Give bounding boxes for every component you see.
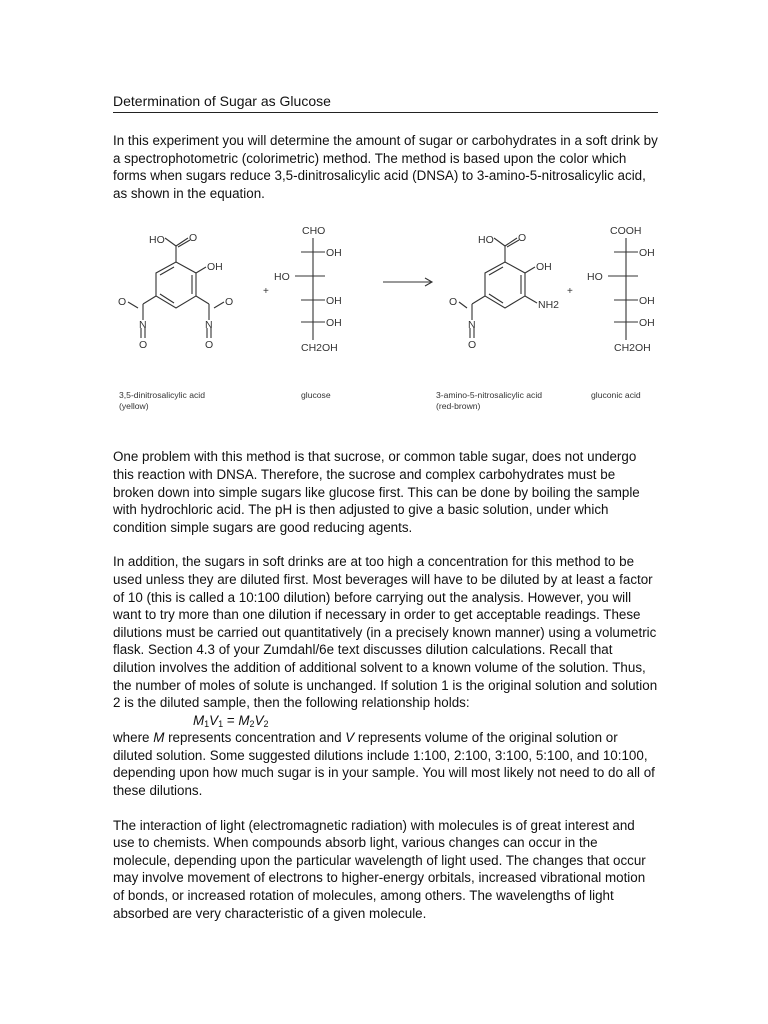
p4-a: where — [113, 730, 154, 746]
gluconic-name-label: gluconic acid — [591, 390, 641, 401]
amino-name-label — [436, 390, 542, 412]
p4-m: M — [153, 730, 165, 746]
amino-name: 3-amino-5-nitrosalicylic acid — [436, 390, 543, 401]
glucose-name-label: glucose — [301, 390, 331, 401]
eq-sub1: 1 — [204, 718, 210, 729]
glucose-ch2oh: CH2OH — [301, 342, 338, 355]
eq-equals: = — [223, 712, 239, 728]
dnsa-n1: N — [139, 319, 147, 332]
amino-o: O — [518, 232, 527, 245]
gluconic-ch2oh: CH2OH — [614, 342, 651, 355]
glucose-oh-3: OH — [326, 295, 342, 308]
paragraph-light: The interaction of light (electromagnetic radiation) with molecules is of great interest and use to chemists. When compounds absorb light, various changes can occur in the molecule, depending upon the particular wavelength of light used. The changes that occur may involve movement of electrons to higher-energy orbitals, increased vibrational motion of bonds, or increased rotation of molecules, among others. The wavelengths of light absorbed are very characteristic of a given molecule. — [113, 817, 646, 921]
eq-v2: V — [254, 712, 264, 728]
gluconic-oh-4: OH — [639, 317, 655, 330]
document-page — [113, 92, 658, 922]
amino-o2: O — [449, 296, 458, 309]
eq-sub3: 2 — [249, 718, 255, 729]
p4-v: V — [345, 730, 355, 746]
amino-color: (red-brown) — [436, 401, 481, 412]
dnsa-o: O — [189, 232, 198, 245]
dnsa-n2: N — [205, 319, 213, 332]
dnsa-color: (yellow) — [119, 401, 149, 412]
paragraph-intro: In this experiment you will determine the amount of sugar or carbohydrates in a soft drink by a spectrophotometric (colorimetric) method. The method is based upon the color which forms when sugars reduce 3,5-dinitrosalicylic acid (DNSA) to 3-amino-5-nitrosalicylic acid, as shown in the equation. — [113, 133, 658, 201]
dnsa-oh: OH — [207, 261, 223, 274]
amino-o1: O — [468, 339, 477, 352]
eq-v1: V — [209, 712, 219, 728]
paragraph-where — [113, 729, 658, 799]
p4-c: represents volume of the original solution or diluted solution. Some suggested dilutions include 1:100, 2:100, 3:100, 5:100, and 10:100, depending upon how much sugar is in your sample. You will most likely not need to do all of these dilutions. — [113, 730, 655, 799]
amino-ring — [485, 262, 525, 308]
glucose-cho: CHO — [302, 225, 326, 238]
eq-m1: M — [193, 712, 205, 728]
dnsa-ho: HO — [149, 234, 165, 247]
dnsa-o1: O — [139, 339, 148, 352]
plus-sign-1: + — [263, 286, 269, 298]
dnsa-name: 3,5-dinitrosalicylic acid — [119, 390, 205, 401]
amino-n: N — [468, 319, 476, 332]
paragraph-sucrose: One problem with this method is that sucrose, or common table sugar, does not undergo this reaction with DNSA. Therefore, the sucrose and complex carbohydrates must be broken down into simple sugars like glucose first. This can be done by boiling the sample with hydrochloric acid. The pH is then adjusted to give a basic solution, under which condition simple sugars are good reducing agents. — [113, 449, 640, 535]
paragraph-dilution: In addition, the sugars in soft drinks are at too high a concentration for this method to be used unless they are diluted first. Most beverages will have to be diluted by at least a factor of 10 (this is called a 10:100 dilution) before carrying out the analysis. However, you will want to try more than one dilution if necessary in order to get acceptable readings. These dilutions must be carried out quantitatively (in a precisely known manner) using a volumetric flask. Section 4.3 of your Zumdahl/6e text discusses dilution calculations. Recall that dilution involves the addition of additional solvent to a known volume of the solution. Thus, the number of moles of solute is unchanged. If solution 1 is the original solution and solution 2 is the diluted sample, then the following relationship holds: — [113, 554, 658, 711]
plus-sign-2: + — [567, 286, 573, 298]
p4-b: represents concentration and — [164, 730, 346, 746]
glucose-oh-4: OH — [326, 317, 342, 330]
dnsa-o4: O — [225, 296, 234, 309]
dnsa-o3: O — [205, 339, 214, 352]
gluconic-ho: HO — [587, 271, 603, 284]
amino-oh: OH — [536, 261, 552, 274]
eq-sub4: 2 — [263, 718, 269, 729]
eq-m2: M — [238, 712, 250, 728]
glucose-ho: HO — [274, 271, 290, 284]
dnsa-o2: O — [118, 296, 127, 309]
document-title: Determination of Sugar as Glucose — [113, 92, 658, 113]
amino-ho: HO — [478, 234, 494, 247]
gluconic-cooh: COOH — [610, 225, 642, 238]
dilution-equation — [113, 712, 658, 730]
glucose-oh-1: OH — [326, 247, 342, 260]
eq-sub2: 1 — [218, 718, 224, 729]
dnsa-name-label — [119, 390, 205, 412]
reaction-equation-figure — [113, 216, 658, 431]
dnsa-ring — [156, 262, 196, 308]
gluconic-oh-1: OH — [639, 247, 655, 260]
gluconic-oh-3: OH — [639, 295, 655, 308]
amino-nh2: NH2 — [538, 299, 560, 312]
